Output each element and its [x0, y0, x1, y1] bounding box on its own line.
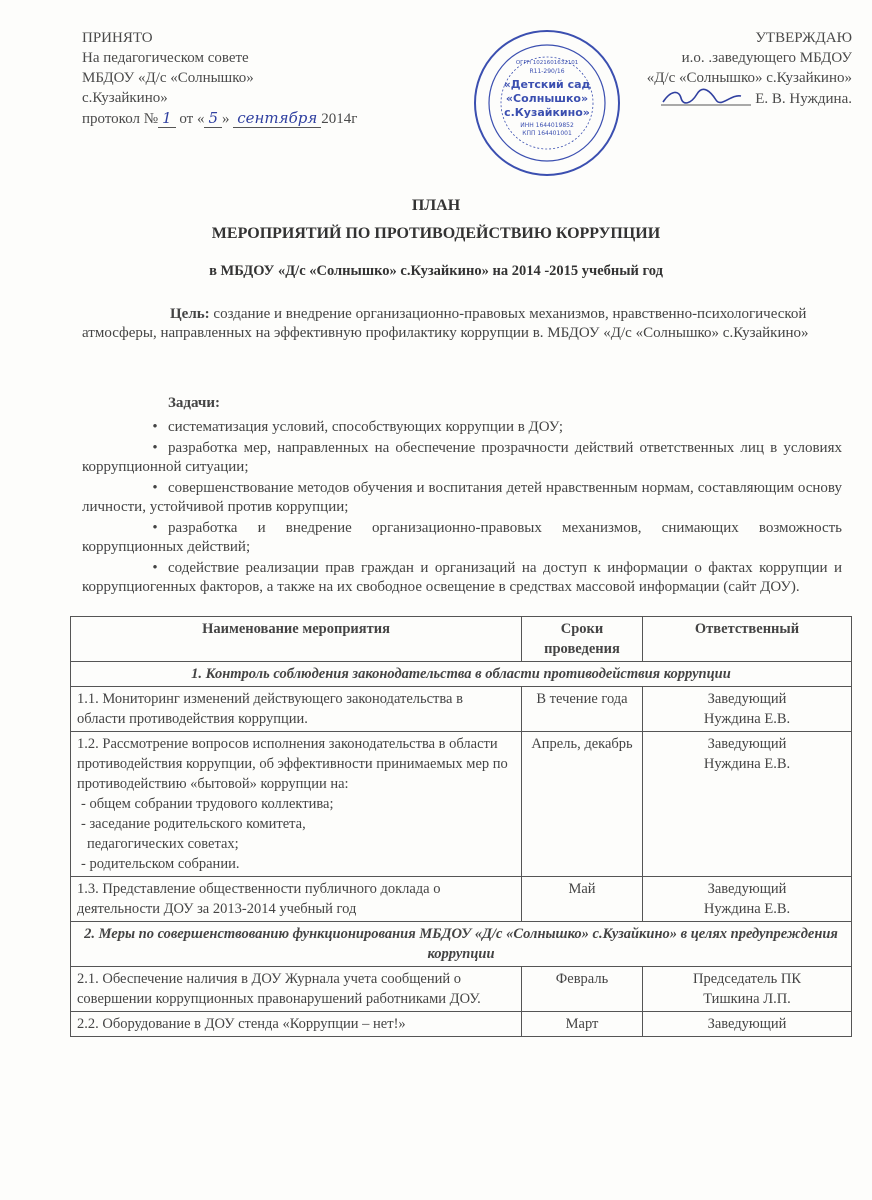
- activity-subitem: - заседание родительского комитета,: [81, 816, 306, 832]
- bullet-icon: •: [152, 440, 158, 456]
- task-text: систематизация условий, способствующих коррупции в ДОУ;: [168, 419, 563, 435]
- accepted-heading: ПРИНЯТО: [82, 30, 153, 46]
- activity-cell: 2.1. Обеспечение наличия в ДОУ Журнала учета сообщений о совершении коррупционных правонарушений работниками ДОУ.: [71, 967, 522, 1012]
- responsible-name: Нуждина Е.В.: [703, 756, 791, 772]
- approval-approved-block: [560, 28, 852, 109]
- document-title: ПЛАН: [411, 197, 461, 214]
- activity-cell: 1.3. Представление общественности публичного доклада о деятельности ДОУ за 2013-2014 учебный год: [71, 877, 522, 922]
- term-cell: Март: [522, 1012, 643, 1037]
- stamp-center-line2: «Солнышко»: [505, 92, 589, 105]
- task-text: содействие реализации прав граждан и организаций на доступ к информации о фактах коррупции и коррупциогенных факторов, а также на их свободное освещение в средствах массовой информации (сайт ДОУ).: [82, 560, 842, 595]
- protocol-prefix: протокол №: [82, 111, 159, 127]
- responsible-cell: [643, 967, 852, 1012]
- goal-label: Цель:: [170, 306, 210, 322]
- plan-table: [70, 616, 852, 1037]
- activity-subitem: педагогических советах;: [87, 836, 239, 852]
- goal-text: создание и внедрение организационно-правовых механизмов, нравственно-психологической атмосферы, направленных на эффективную профилактику коррупции в. МБДОУ «Д/с «Солнышко» с.Кузайкино»: [82, 306, 809, 341]
- responsible-role: Заведующий: [707, 691, 787, 707]
- signature-icon: [661, 88, 751, 106]
- header-term: Сроки проведения: [522, 617, 643, 662]
- bullet-icon: •: [152, 560, 158, 576]
- accepted-village: с.Кузайкино»: [82, 90, 168, 106]
- responsible-cell: [643, 877, 852, 922]
- activity-text: 1.2. Рассмотрение вопросов исполнения законодательства в области противодействия коррупции, об эффективности принимаемых мер по противодействию «бытовой» коррупции на:: [77, 736, 508, 792]
- responsible-role: Заведующий: [707, 736, 787, 752]
- table-header-row: [71, 617, 852, 662]
- protocol-line: [82, 108, 357, 129]
- accepted-council: На педагогическом совете: [82, 50, 249, 66]
- bullet-icon: •: [152, 520, 158, 536]
- stamp-ogrn: ОГРН 1021601632101: [515, 60, 579, 66]
- table-row: [71, 732, 852, 877]
- protocol-month: сентября: [233, 109, 321, 128]
- approver-name: Е. В. Нуждина.: [755, 91, 852, 107]
- protocol-day-close: »: [222, 111, 230, 127]
- tasks-label: Задачи:: [168, 395, 221, 411]
- bullet-icon: •: [152, 480, 158, 496]
- activity-cell: [71, 732, 522, 877]
- responsible-name: Тишкина Л.П.: [703, 991, 791, 1007]
- activity-cell: 2.2. Оборудование в ДОУ стенда «Коррупции – нет!»: [71, 1012, 522, 1037]
- table-row: [71, 1012, 852, 1037]
- responsible-cell: [643, 1012, 852, 1037]
- responsible-cell: [643, 732, 852, 877]
- task-text: разработка и внедрение организационно-правовых механизмов, снимающих возможность коррупционных действий;: [82, 520, 842, 555]
- responsible-name: Нуждина Е.В.: [703, 901, 791, 917]
- accepted-org: МБДОУ «Д/с «Солнышко»: [82, 70, 254, 86]
- stamp-center-line3: с.Кузайкино»: [504, 106, 590, 119]
- section-row: [71, 922, 852, 967]
- table-row: [71, 967, 852, 1012]
- responsible-name: Нуждина Е.В.: [703, 711, 791, 727]
- activity-subitem: - родительском собрании.: [81, 856, 240, 872]
- signature-line: [560, 88, 852, 109]
- task-item: [82, 439, 842, 477]
- task-text: совершенствование методов обучения и воспитания детей нравственным нормам, составляющим основу личности, устойчивой против коррупции;: [82, 480, 842, 515]
- task-item: [82, 559, 842, 597]
- section-title: 1. Контроль соблюдения законодательства в области противодействия коррупции: [71, 662, 852, 687]
- stamp-center-line1: «Детский сад: [503, 78, 591, 91]
- task-item: [82, 519, 842, 557]
- document-scope: в МБДОУ «Д/с «Солнышко» с.Кузайкино» на 2014 -2015 учебный год: [209, 263, 663, 279]
- stamp-inn: ИНН 1644019852: [520, 122, 574, 129]
- document-subtitle: МЕРОПРИЯТИЙ ПО ПРОТИВОДЕЙСТВИЮ КОРРУПЦИИ: [211, 225, 661, 242]
- protocol-number: 1: [158, 109, 176, 128]
- approved-heading: УТВЕРЖДАЮ: [755, 30, 852, 46]
- responsible-cell: [643, 687, 852, 732]
- protocol-year: 2014г: [321, 111, 358, 127]
- protocol-day: 5: [204, 109, 222, 128]
- activity-cell: 1.1. Мониторинг изменений действующего законодательства в области противодействия коррупции.: [71, 687, 522, 732]
- approval-accepted-block: [82, 28, 357, 129]
- bullet-icon: •: [152, 419, 158, 435]
- task-text: разработка мер, направленных на обеспечение прозрачности действий ответственных лиц в условиях коррупционной ситуации;: [82, 440, 842, 475]
- term-cell: Апрель, декабрь: [522, 732, 643, 877]
- approved-position: и.о. .заведующего МБДОУ: [681, 50, 852, 66]
- table-row: [71, 687, 852, 732]
- task-item: [82, 479, 842, 517]
- term-cell: Февраль: [522, 967, 643, 1012]
- stamp-reg: R11-290/16: [529, 68, 565, 75]
- tasks-list: [82, 418, 842, 599]
- responsible-role: Заведующий: [707, 1016, 787, 1032]
- protocol-from: от «: [179, 111, 205, 127]
- header-responsible: Ответственный: [643, 617, 852, 662]
- stamp-kpp: КПП 164401001: [522, 130, 572, 137]
- activity-subitem: - общем собрании трудового коллектива;: [81, 796, 334, 812]
- section-row: [71, 662, 852, 687]
- term-cell: Май: [522, 877, 643, 922]
- responsible-role: Заведующий: [707, 881, 787, 897]
- table-row: [71, 877, 852, 922]
- responsible-role: Председатель ПК: [692, 971, 802, 987]
- goal-paragraph: [82, 305, 842, 343]
- task-item: [82, 418, 842, 437]
- header-activity: Наименование мероприятия: [71, 617, 522, 662]
- term-cell: В течение года: [522, 687, 643, 732]
- section-title: 2. Меры по совершенствованию функционирования МБДОУ «Д/с «Солнышко» с.Кузайкино» в целях предупреждения коррупции: [71, 922, 852, 967]
- approved-org: «Д/с «Солнышко» с.Кузайкино»: [646, 70, 852, 86]
